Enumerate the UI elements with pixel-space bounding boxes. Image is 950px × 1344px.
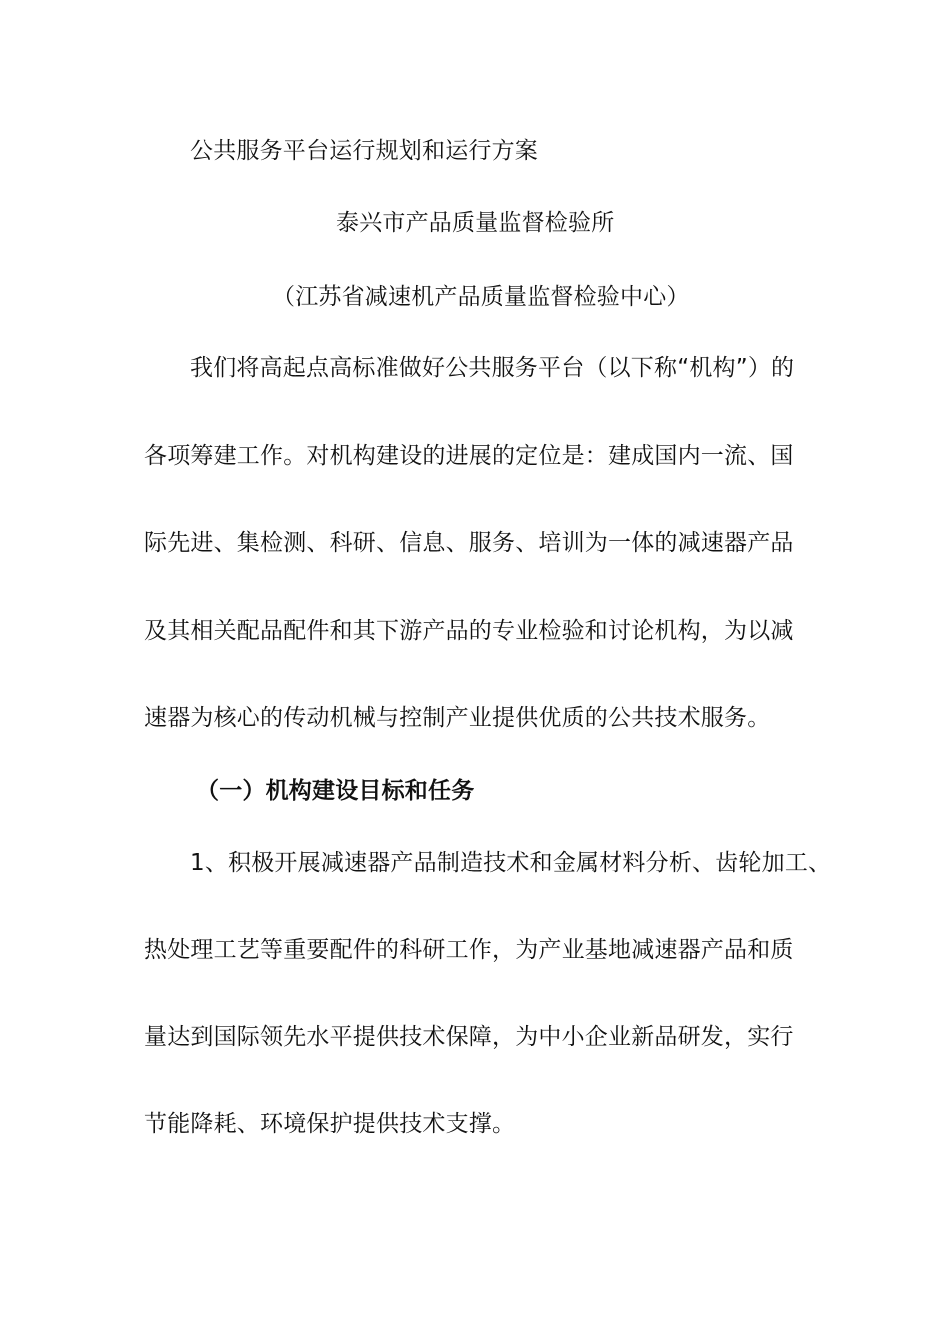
paragraph-line: 1、积极开展减速器产品制造技术和金属材料分析、齿轮加工、 bbox=[190, 850, 832, 876]
paragraph-line: 及其相关配品配件和其下游产品的专业检验和讨论机构，为以减 bbox=[144, 618, 794, 644]
paragraph-line: 速器为核心的传动机械与控制产业提供优质的公共技术服务。 bbox=[144, 705, 771, 731]
paragraph-line: 热处理工艺等重要配件的科研工作，为产业基地减速器产品和质 bbox=[144, 937, 794, 963]
organization-alias: （江苏省减速机产品质量监督检验中心） bbox=[272, 284, 690, 310]
section-heading: （一）机构建设目标和任务 bbox=[196, 778, 475, 804]
paragraph-line: 各项筹建工作。对机构建设的进展的定位是：建成国内一流、国 bbox=[144, 443, 794, 469]
paragraph-line: 际先进、集检测、科研、信息、服务、培训为一体的减速器产品 bbox=[144, 530, 794, 556]
paragraph-line: 量达到国际领先水平提供技术保障，为中小企业新品研发，实行 bbox=[144, 1024, 794, 1050]
organization-name: 泰兴市产品质量监督检验所 bbox=[336, 210, 615, 236]
paragraph-line: 我们将高起点高标准做好公共服务平台（以下称“机构”）的 bbox=[190, 355, 795, 381]
paragraph-line: 节能降耗、环境保护提供技术支撑。 bbox=[144, 1111, 516, 1137]
document-title: 公共服务平台运行规划和运行方案 bbox=[190, 138, 538, 164]
